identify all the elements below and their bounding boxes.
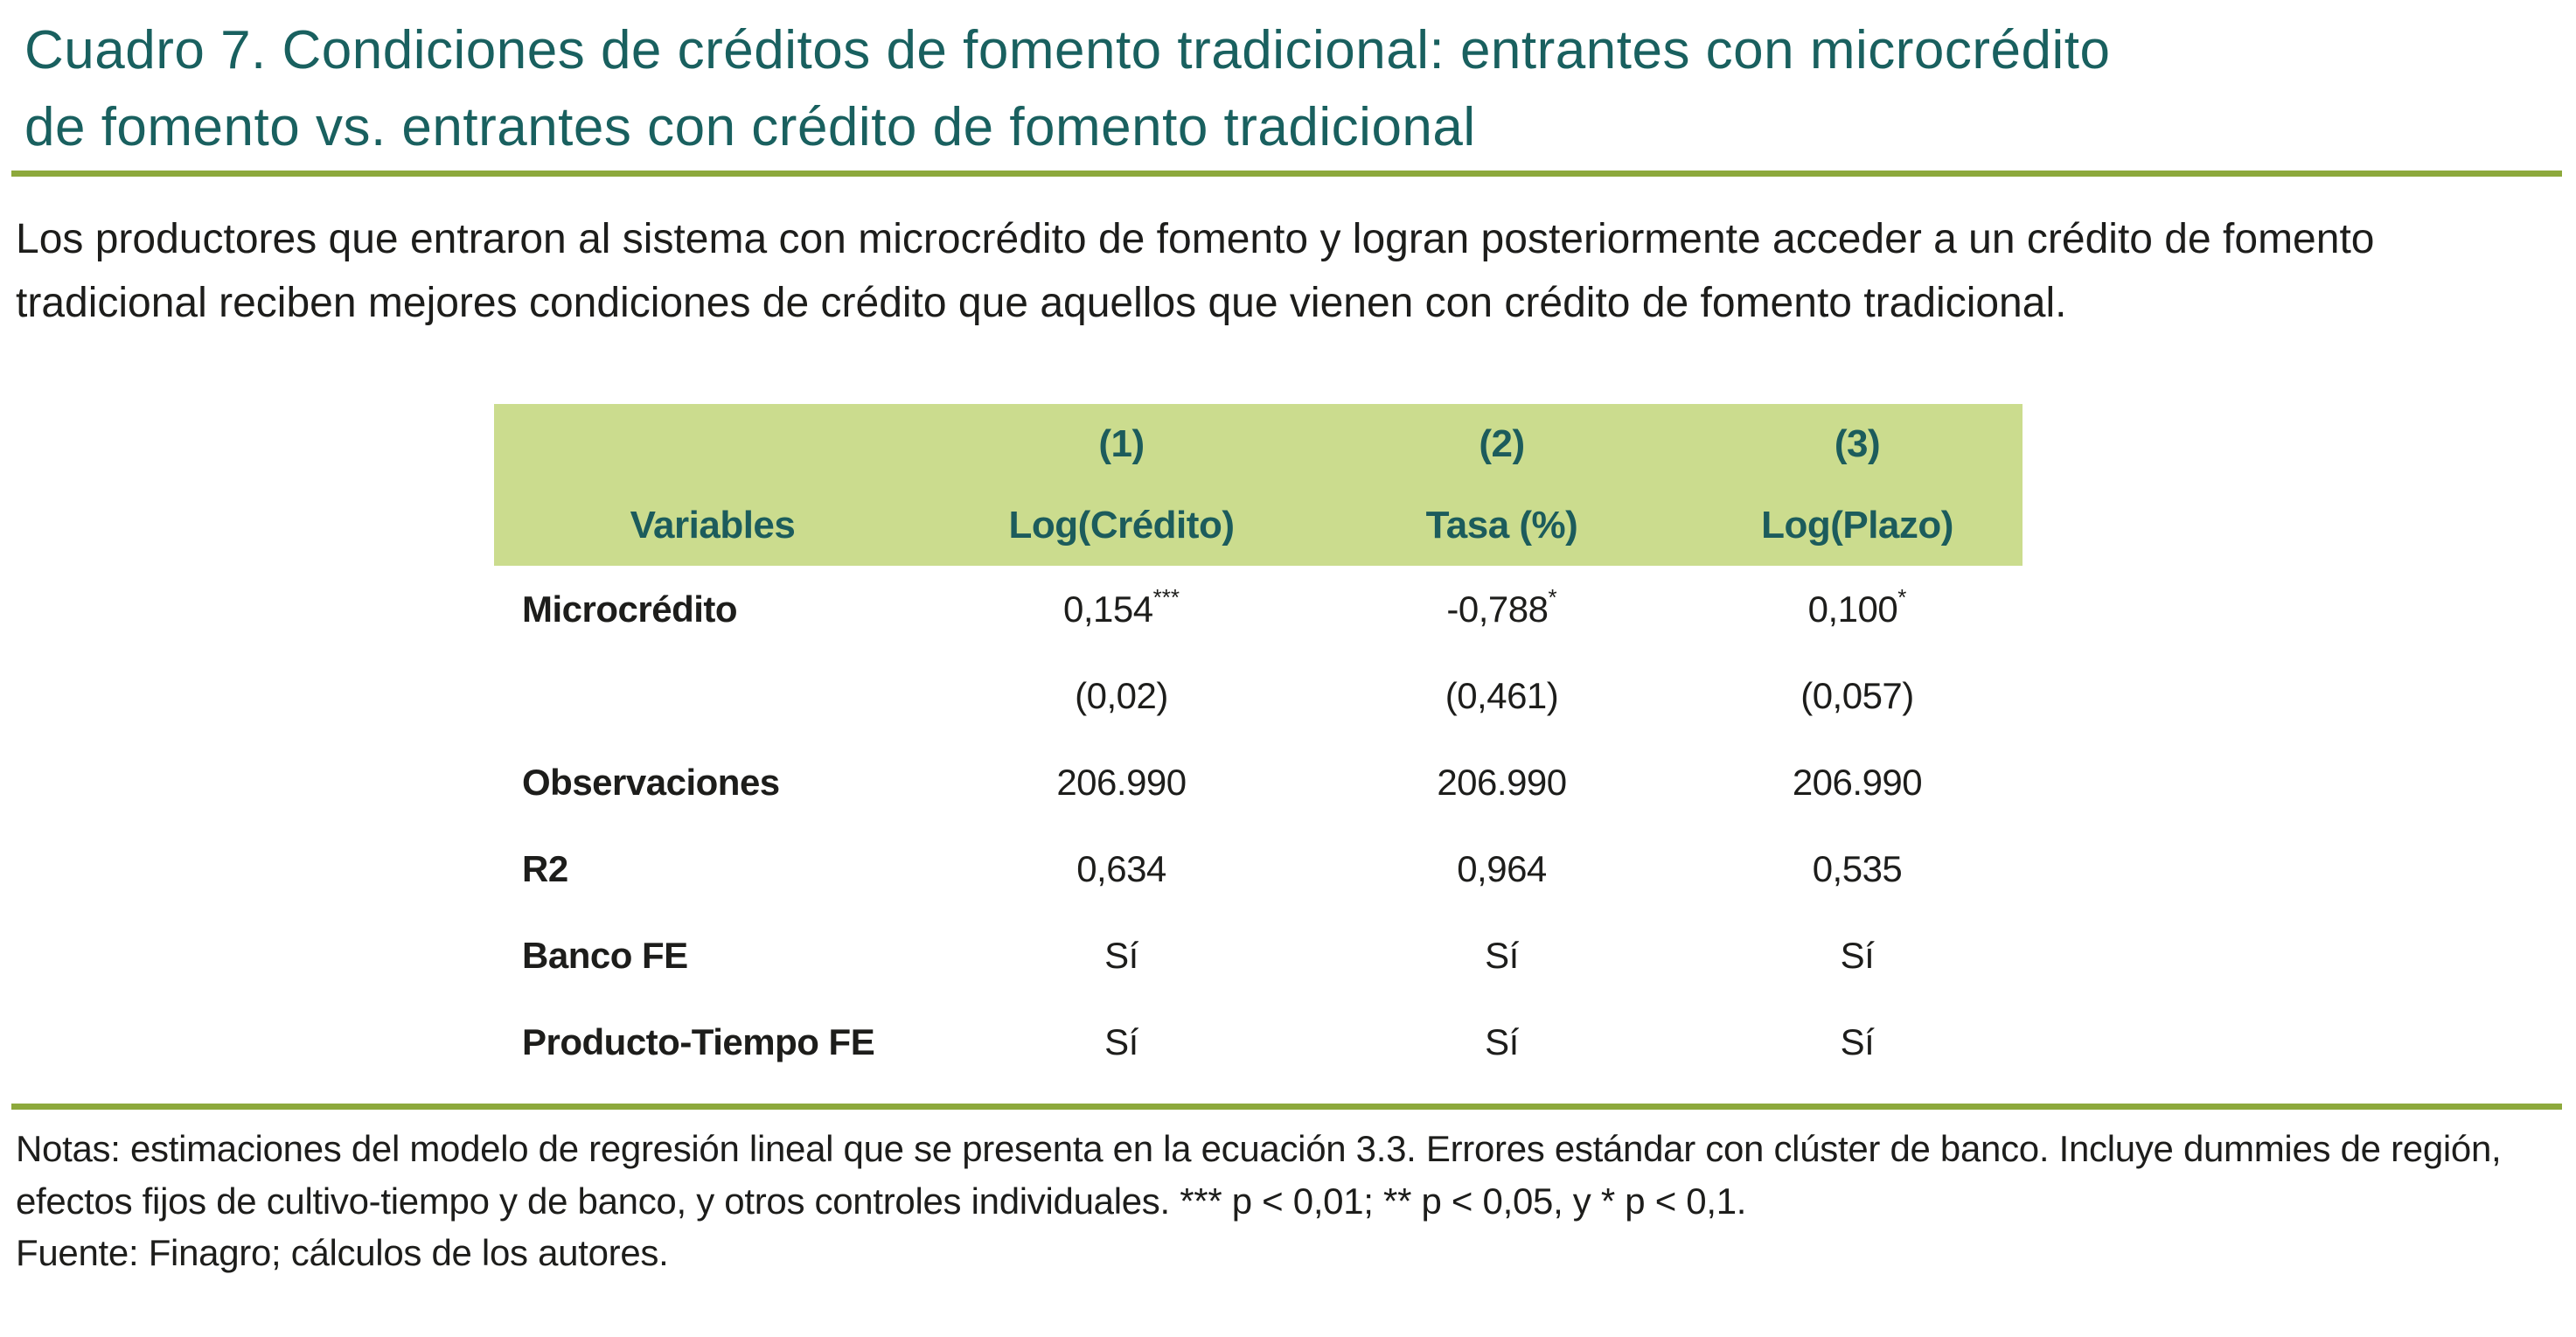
log-plazo-header: Log(Plazo) (1761, 503, 1953, 547)
row-label: R2 (522, 847, 568, 889)
column-number-1: (1) (1098, 422, 1145, 465)
empty-header-cell (494, 404, 931, 484)
value-cell: 0,100 * (1807, 583, 1907, 630)
variables-header: Variables (630, 503, 796, 547)
value-cell: (0,02) (1075, 674, 1168, 716)
regression-table (494, 404, 2023, 1085)
table-row (494, 652, 2023, 739)
table-title-line-2: de fomento vs. entrantes con crédito de fomento tradicional (24, 97, 1476, 158)
value-cell: (0,461) (1445, 674, 1559, 716)
column-numbers-row (494, 404, 2023, 484)
value-cell: -0,788 * (1446, 583, 1557, 630)
intro-paragraph: Los productores que entraron al sistema con microcrédito de fomento y logran posteriormente acceder a un crédito de fomento tradicional reciben mejores condiciones de crédito que aquellos que vienen con crédito de fomento tradicional. (16, 216, 2375, 326)
value-cell: 206.990 (1437, 761, 1567, 803)
table-body (494, 566, 2023, 1085)
source-text: Fuente: Finagro; cálculos de los autores. (16, 1232, 669, 1274)
table-row (494, 566, 2023, 652)
value-cell: Sí (1840, 934, 1875, 976)
value-cell: 206.990 (1792, 761, 1923, 803)
value-cell: 0,634 (1076, 847, 1166, 889)
value-cell: Sí (1104, 1020, 1138, 1062)
value-cell: Sí (1104, 934, 1138, 976)
value-cell: Sí (1485, 1020, 1519, 1062)
column-number-3: (3) (1834, 422, 1881, 465)
row-label: Producto-Tiempo FE (522, 1020, 875, 1062)
value-cell: 206.990 (1056, 761, 1187, 803)
column-names-row (494, 484, 2023, 566)
value-cell: (0,057) (1800, 674, 1914, 716)
tasa-header: Tasa (%) (1425, 503, 1578, 547)
column-number-2: (2) (1479, 422, 1525, 465)
table-title (24, 12, 2560, 166)
notes-text: Notas: estimaciones del modelo de regresión lineal que se presenta en la ecuación 3.3. Errores estándar con clúster de banco. Incluye dummies de región, efectos fijos de cultivo-tiempo y de banco, y otros controles individuales. *** p < 0,01; ** p < 0,05, y * p < 0,1. (16, 1128, 2502, 1222)
table-row (494, 825, 2023, 912)
table-row (494, 739, 2023, 825)
log-credito-header: Log(Crédito) (1008, 503, 1235, 547)
table-header (494, 404, 2023, 566)
value-cell: Sí (1840, 1020, 1875, 1062)
row-label: Banco FE (522, 934, 688, 976)
row-label: Microcrédito (522, 588, 738, 630)
row-label (494, 652, 931, 739)
top-divider (11, 171, 2562, 177)
row-label: Observaciones (522, 761, 780, 803)
value-cell: Sí (1485, 934, 1519, 976)
value-cell: 0,964 (1457, 847, 1547, 889)
notes-block (16, 1123, 2560, 1279)
value-cell: 0,154 *** (1063, 583, 1180, 630)
value-cell: 0,535 (1812, 847, 1903, 889)
table-row (494, 912, 2023, 999)
bottom-divider (11, 1104, 2562, 1110)
table-title-line-1: Cuadro 7. Condiciones de créditos de fomento tradicional: entrantes con microcrédito (24, 20, 2111, 80)
table-row (494, 999, 2023, 1085)
